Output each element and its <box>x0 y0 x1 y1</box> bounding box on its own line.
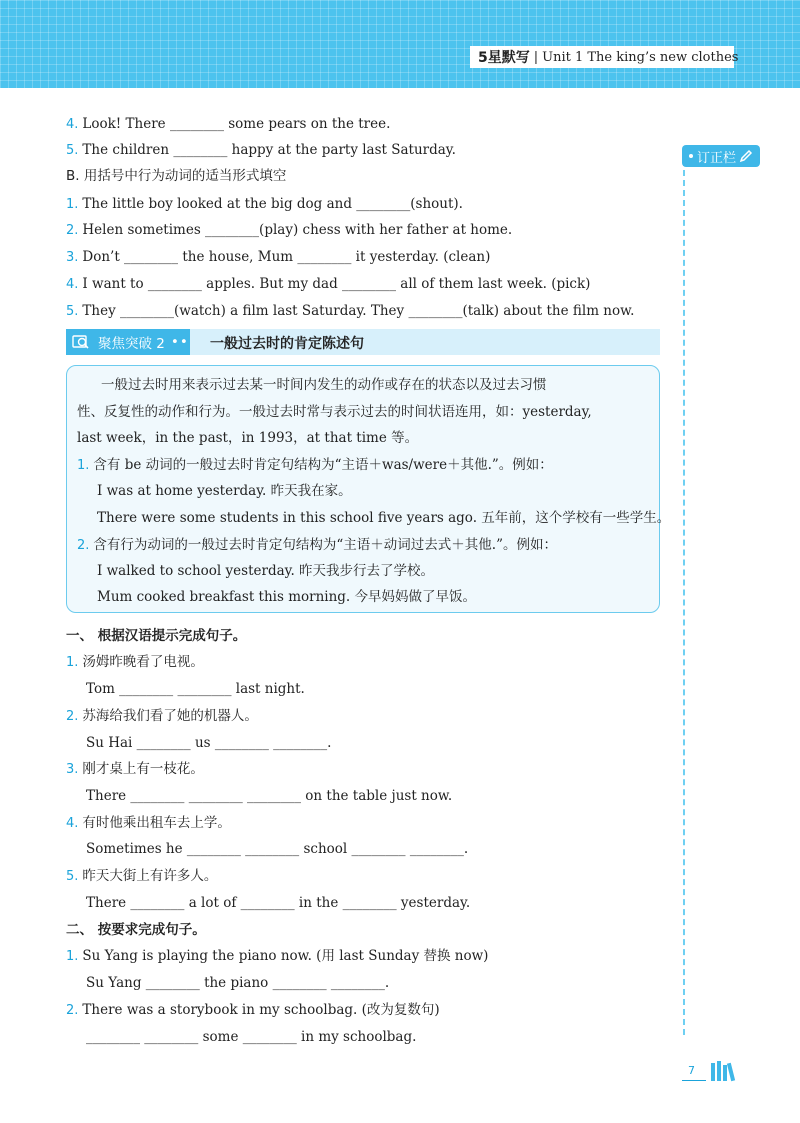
books-icon <box>710 1060 738 1082</box>
item-number: 4. <box>66 117 79 132</box>
item-number: 5. <box>66 143 79 158</box>
item-number: 1. <box>66 197 79 212</box>
exercise-text: The little boy looked at the big dog and ________(shout). <box>82 196 463 212</box>
section-b-title: B. 用括号中行为动词的适当形式填空 <box>66 168 287 184</box>
pencil-icon <box>739 149 753 163</box>
exercise-text: The children ________ happy at the party last Saturday. <box>82 142 456 158</box>
unit-title: Unit 1 The king’s new clothes <box>542 49 739 65</box>
question-cn <box>66 653 204 672</box>
exercise-line <box>66 248 490 267</box>
rule-example: I was at home yesterday. 昨天我在家。 <box>97 483 352 499</box>
answer-line: Tom ________ ________ last night. <box>86 681 305 697</box>
item-number: 2. <box>66 709 79 724</box>
rule-example: Mum cooked breakfast this morning. 今早妈妈做了早饭。 <box>97 589 477 605</box>
question-cn <box>66 814 231 833</box>
rule-text: 含有行为动词的一般过去时肯定句结构为“主语＋动词过去式＋其他.”。例如： <box>93 537 557 553</box>
focus-badge-label: 聚焦突破 2 <box>98 336 165 352</box>
exercise-text: They ________(watch) a film last Saturday. They ________(talk) about the film now. <box>82 303 635 319</box>
rule-example: I walked to school yesterday. 昨天我步行去了学校。 <box>97 563 435 579</box>
note-intro-line: last week，in the past，in 1993，at that time 等。 <box>77 430 419 446</box>
part1-title: 一、 根据汉语提示完成句子。 <box>66 628 247 644</box>
item-number: 2. <box>66 223 79 238</box>
chinese-prompt: 有时他乘出租车去上学。 <box>82 815 231 831</box>
question-text: Su Yang is playing the piano now. (用 last Sunday 替换 now) <box>82 948 489 964</box>
grammar-note-box <box>66 365 671 613</box>
exercise-text: Helen sometimes ________(play) chess with her father at home. <box>82 222 513 238</box>
corrections-tag <box>682 145 760 167</box>
exercise-line <box>66 141 456 160</box>
exercise-line <box>66 115 390 134</box>
item-number: 5. <box>66 304 79 319</box>
chinese-prompt: 汤姆昨晚看了电视。 <box>82 654 204 670</box>
answer-line: Su Yang ________ the piano ________ ________. <box>86 975 390 991</box>
answer-line: There ________ ________ ________ on the table just now. <box>86 788 453 804</box>
rule-number: 1. <box>77 458 90 473</box>
page-number: 7 <box>688 1064 695 1077</box>
question-cn <box>66 707 258 726</box>
exercise-line <box>66 275 590 294</box>
note-intro-line: 一般过去时用来表示过去某一时间内发生的动作或存在的状态以及过去习惯 <box>101 377 547 393</box>
question-cn <box>66 760 204 779</box>
corrections-label: 订正栏 <box>696 150 736 166</box>
exercise-text: Don’t ________ the house, Mum ________ it yesterday. (clean) <box>82 249 491 265</box>
focus-badge-dots: •• <box>170 334 189 350</box>
item-number: 5. <box>66 869 79 884</box>
answer-line: ________ ________ some ________ in my schoolbag. <box>86 1029 417 1045</box>
item-number: 1. <box>66 949 79 964</box>
tag-dot <box>689 154 693 158</box>
rule-example: There were some students in this school five years ago. 五年前，这个学校有一些学生。 <box>97 510 671 526</box>
exercise-line <box>66 302 634 321</box>
note-rule <box>77 536 557 555</box>
note-intro-line: 性、反复性的动作和行为。一般过去时常与表示过去的时间状语连用，如：yesterday, <box>77 404 592 420</box>
rule-text: 含有 be 动词的一般过去时肯定句结构为“主语＋was/were＋其他.”。例如： <box>93 457 553 473</box>
question-cn <box>66 867 217 886</box>
question-en <box>66 947 488 966</box>
rule-number: 2. <box>77 538 90 553</box>
page-number-rule <box>682 1080 706 1081</box>
header-separator: | <box>533 49 539 65</box>
header-band <box>0 0 800 88</box>
question-en <box>66 1001 440 1020</box>
answer-line: There ________ a lot of ________ in the ________ yesterday. <box>86 895 471 911</box>
item-number: 4. <box>66 277 79 292</box>
item-number: 2. <box>66 1003 79 1018</box>
exercise-line <box>66 221 512 240</box>
magnifier-book-icon <box>72 333 90 351</box>
question-text: There was a storybook in my schoolbag. (改为复数句) <box>82 1002 440 1018</box>
exercise-line <box>66 195 463 214</box>
item-number: 3. <box>66 250 79 265</box>
item-number: 1. <box>66 655 79 670</box>
chinese-prompt: 昨天大街上有许多人。 <box>82 868 218 884</box>
item-number: 4. <box>66 816 79 831</box>
chinese-prompt: 苏海给我们看了她的机器人。 <box>82 708 258 724</box>
chinese-prompt: 刚才桌上有一枝花。 <box>82 761 204 777</box>
item-number: 3. <box>66 762 79 777</box>
focus-badge <box>66 329 190 355</box>
corrections-margin-line <box>683 160 685 1035</box>
exercise-text: I want to ________ apples. But my dad ________ all of them last week. (pick) <box>82 276 591 292</box>
part2-title: 二、 按要求完成句子。 <box>66 922 206 938</box>
series-brand: 5星默写 <box>478 50 530 66</box>
note-rule <box>77 456 553 475</box>
answer-line: Su Hai ________ us ________ ________. <box>86 735 332 751</box>
running-header <box>470 46 739 68</box>
exercise-text: Look! There ________ some pears on the tree. <box>82 116 391 132</box>
answer-line: Sometimes he ________ ________ school ________ ________. <box>86 841 469 857</box>
focus-title: 一般过去时的肯定陈述句 <box>210 336 364 352</box>
